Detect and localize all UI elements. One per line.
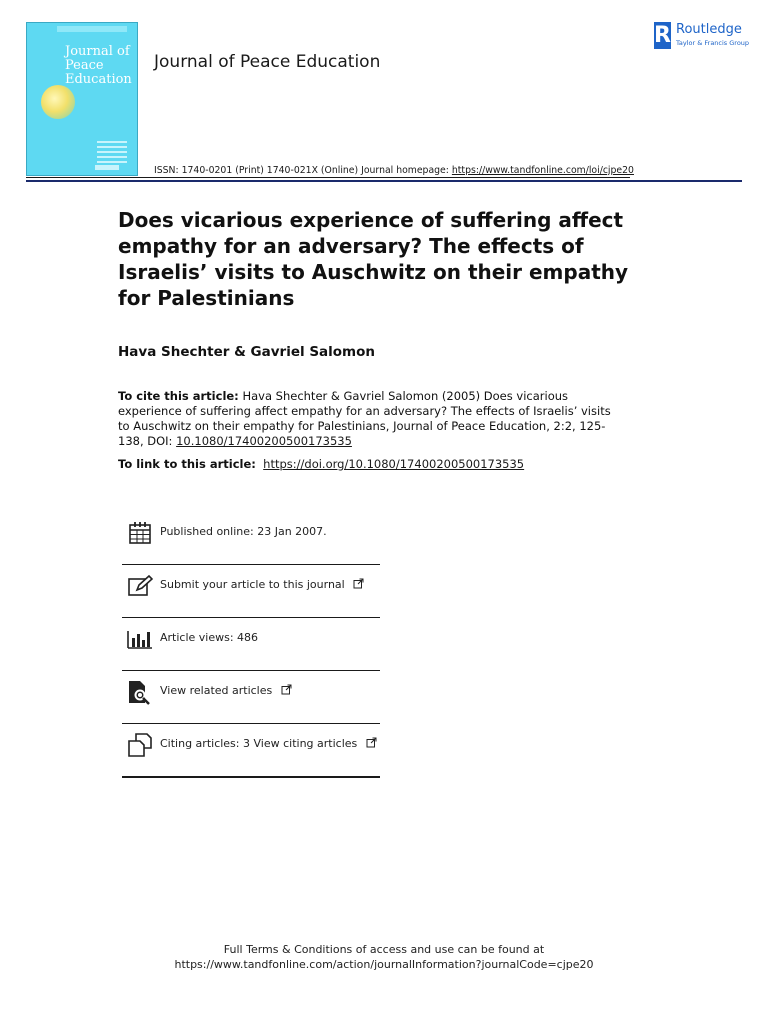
submit-article-link[interactable] (160, 578, 364, 591)
article-title: Does vicarious experience of suffering affect empathy for an adversary? The effects of Israelis’ visits to Auschwitz on their empathy for Palestinians (118, 208, 629, 310)
search-document-icon (127, 679, 153, 705)
citation-block (118, 389, 618, 449)
article-metadata-list (122, 512, 380, 778)
citing-row[interactable] (122, 724, 380, 778)
terms-footer (0, 942, 768, 972)
publisher-subtitle: Taylor & Francis Group (676, 39, 750, 47)
publisher-name: Routledge (676, 22, 742, 37)
journal-cover-image (26, 22, 138, 176)
article-url-link[interactable]: https://doi.org/10.1080/17400200500173535 (263, 457, 525, 471)
external-link-icon (281, 684, 292, 695)
routledge-logo[interactable] (654, 22, 754, 50)
related-row[interactable] (122, 671, 380, 724)
cover-publisher-logo (95, 165, 119, 170)
edit-icon (127, 573, 153, 599)
citing-documents-icon (127, 732, 153, 758)
external-link-icon (353, 578, 364, 589)
cite-label: To cite this article: (118, 389, 239, 403)
related-articles-link[interactable] (160, 684, 292, 697)
terms-url[interactable]: https://www.tandfonline.com/action/journalInformation?journalCode=cjpe20 (174, 958, 594, 971)
article-authors: Hava Shechter & Gavriel Salomon (118, 344, 376, 360)
submit-row[interactable] (122, 565, 380, 618)
published-date: Published online: 23 Jan 2007. (160, 525, 327, 538)
terms-line: Full Terms & Conditions of access and use can be found at (223, 943, 545, 956)
article-views: Article views: 486 (160, 631, 259, 644)
doi-link[interactable]: 10.1080/17400200500173535 (176, 434, 352, 448)
routledge-r-icon: R (654, 23, 671, 48)
external-link-icon (366, 737, 377, 748)
journal-title[interactable]: Journal of Peace Education (154, 52, 381, 72)
header-rule (26, 180, 742, 182)
journal-homepage-link[interactable]: https://www.tandfonline.com/loi/cjpe20 (451, 165, 634, 176)
bar-chart-icon (127, 626, 153, 652)
cover-text-lines (97, 141, 127, 166)
header-thin-rule (26, 177, 630, 178)
issn-line (154, 165, 634, 176)
issn-text: ISSN: 1740-0201 (Print) 1740-021X (Online) Journal homepage: (154, 165, 449, 176)
related-label: View related articles (160, 684, 273, 697)
cover-title: Journal of Peace Education (65, 44, 132, 87)
link-label: To link to this article: (118, 457, 256, 471)
citing-articles-link[interactable] (160, 737, 377, 750)
cover-top-strip (57, 26, 127, 32)
article-link-line (118, 457, 524, 471)
calendar-icon (127, 520, 153, 546)
cover-globe-graphic (41, 85, 75, 119)
published-row (122, 512, 380, 565)
views-row (122, 618, 380, 671)
submit-label: Submit your article to this journal (160, 578, 345, 591)
cite-text: Hava Shechter & Gavriel Salomon (2005) Does vicarious experience of suffering affect empathy for an adversary? The effects of Israelis’ visits to Auschwitz on their empathy for Palestinians, Journal of Peace Education, 2:2, 125-138, DOI: (118, 389, 611, 448)
citing-label: Citing articles: 3 View citing articles (160, 737, 358, 750)
